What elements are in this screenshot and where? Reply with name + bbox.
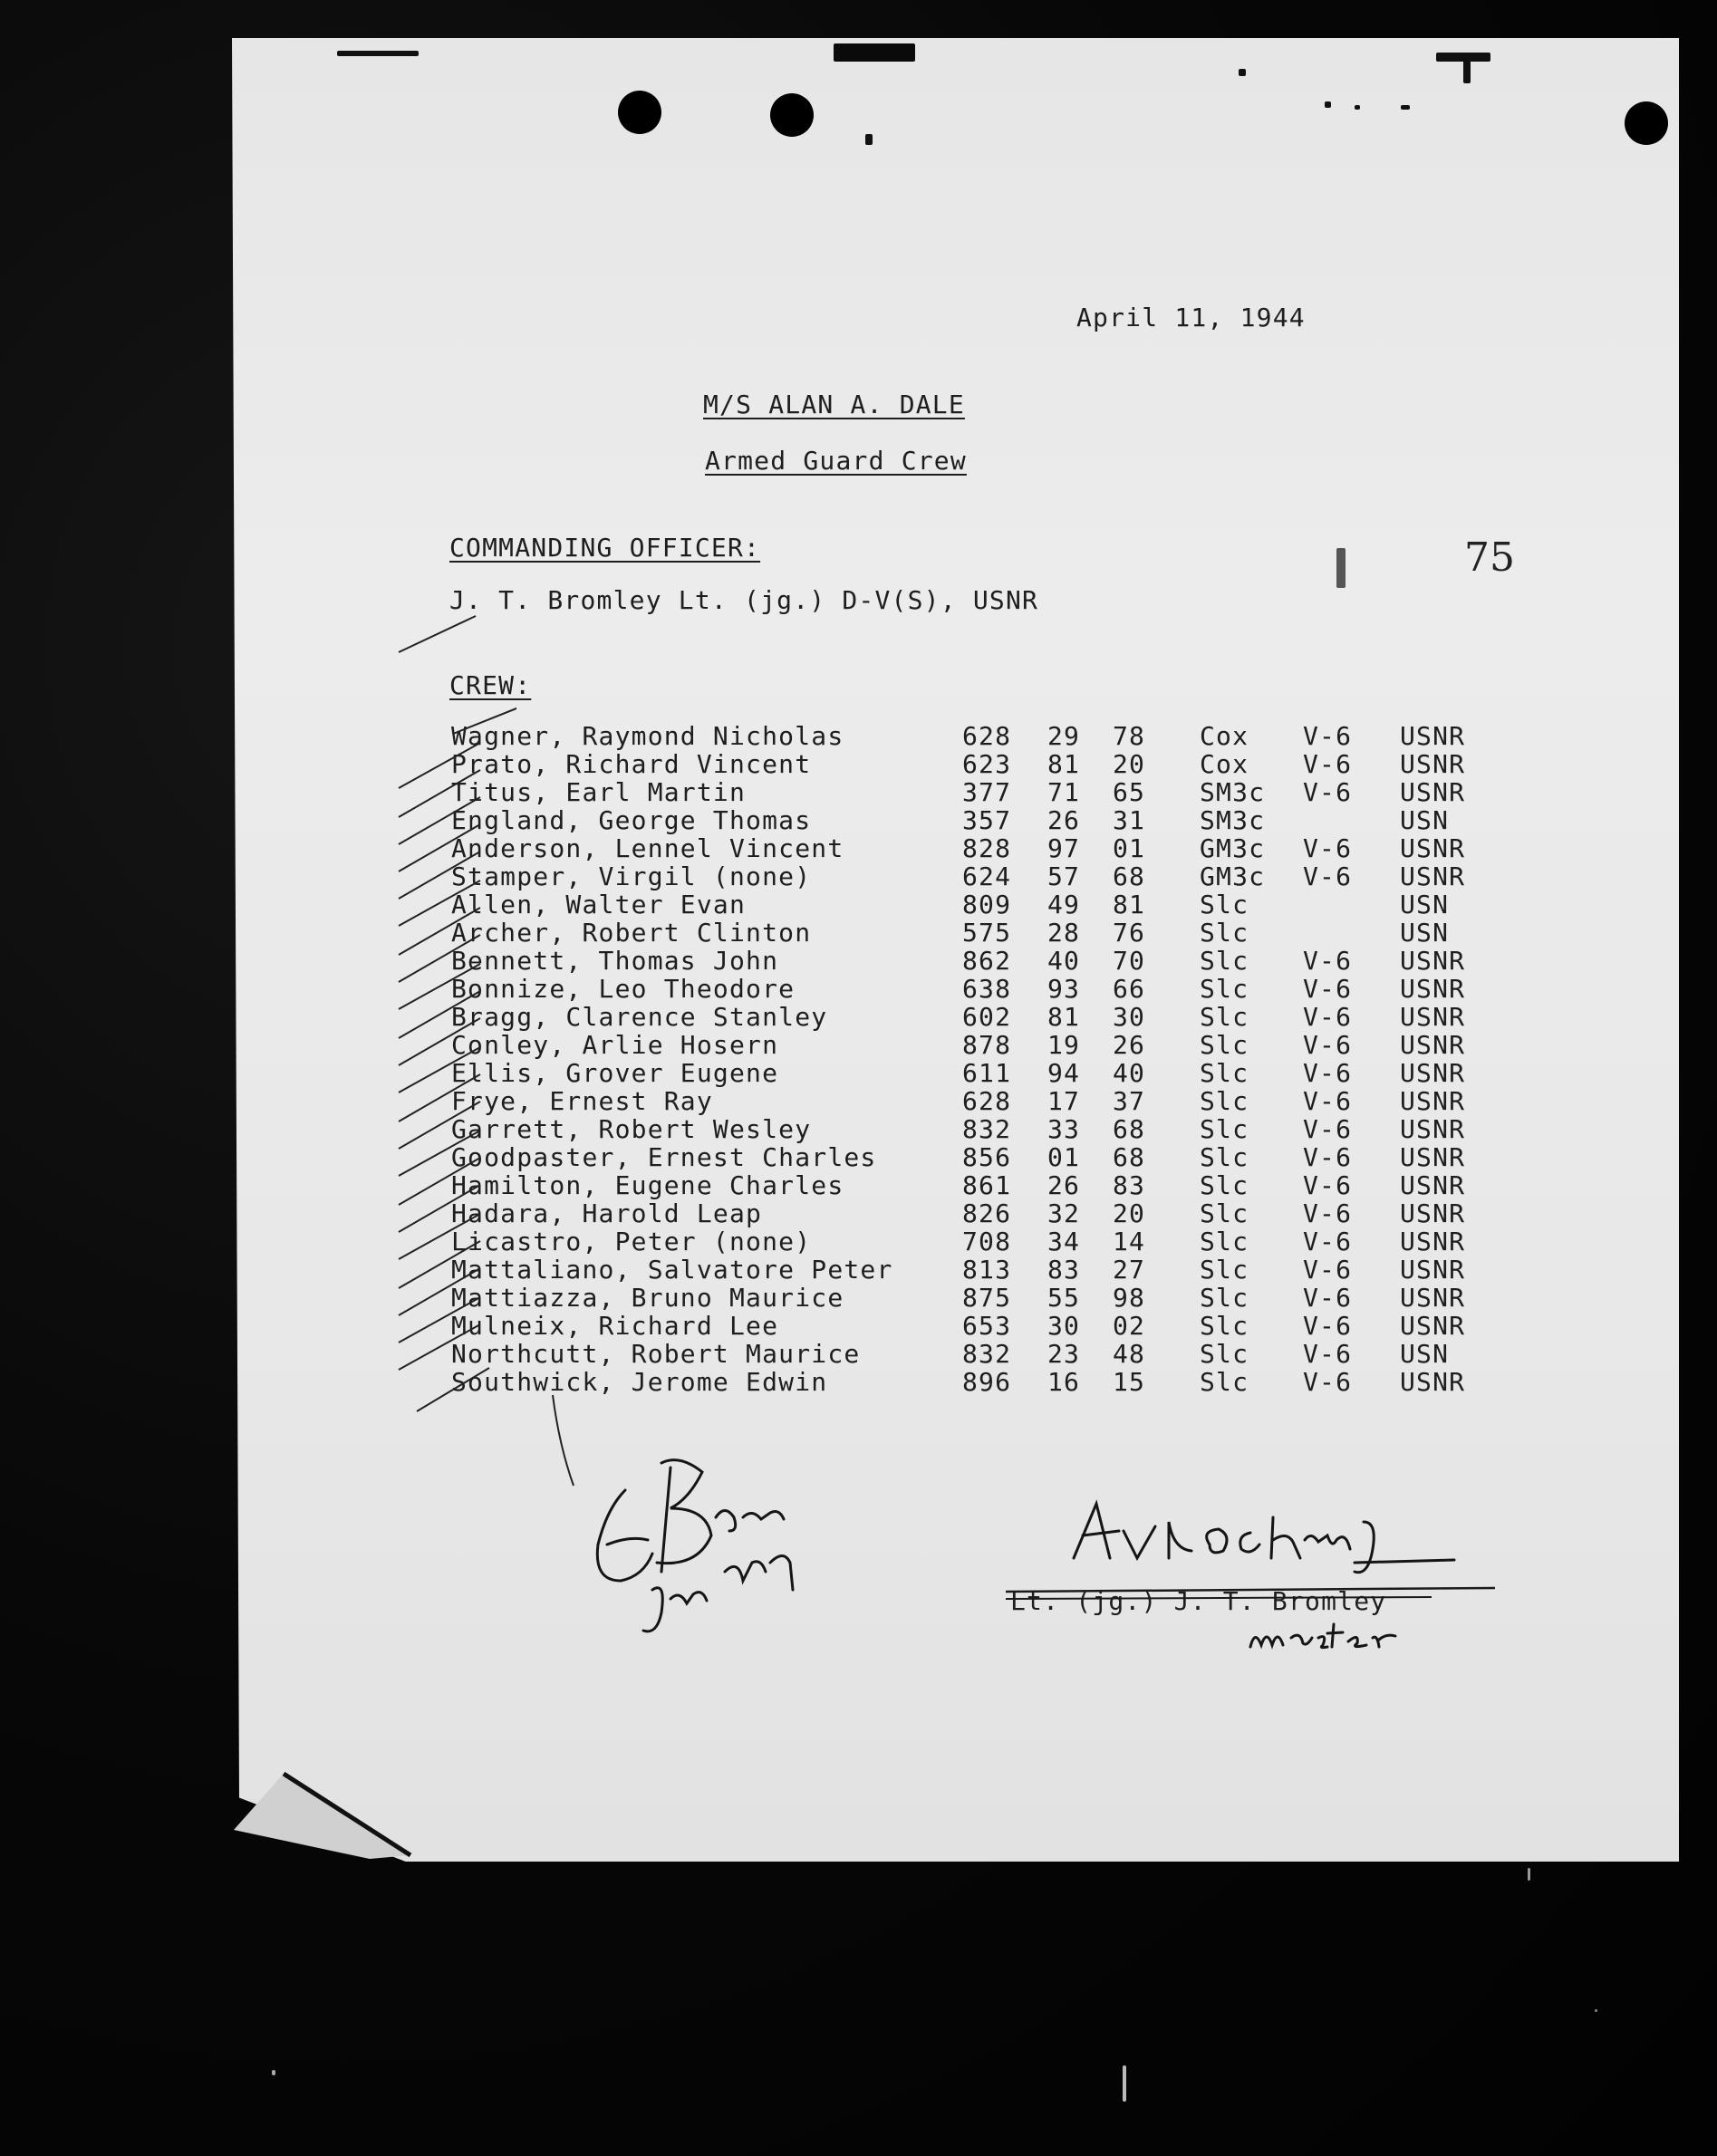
crew-cls: V-6 [1303, 946, 1353, 976]
crew-n3: 78 [1113, 721, 1146, 751]
scan-speck [1528, 1868, 1530, 1881]
crew-n2: 28 [1047, 918, 1081, 948]
crew-n2: 16 [1047, 1367, 1081, 1397]
crew-n2: 57 [1047, 861, 1081, 891]
crew-n1: 862 [962, 946, 1012, 976]
crew-branch: USNR [1400, 1367, 1466, 1397]
crew-n2: 34 [1047, 1227, 1081, 1256]
scan-speck [337, 51, 419, 56]
crew-name: Hadara, Harold Leap [451, 1198, 763, 1228]
stamp-mark [1336, 548, 1346, 588]
crew-n3: 02 [1113, 1311, 1146, 1341]
pen-stroke [548, 1391, 575, 1490]
crew-rate: Slc [1200, 1002, 1249, 1032]
crew-branch: USNR [1400, 749, 1466, 779]
scan-speck [1325, 101, 1331, 108]
crew-rate: Slc [1200, 1283, 1249, 1313]
typed-signature-name: Lt. (jg.) J. T. Bromley [1010, 1586, 1387, 1616]
crew-n2: 94 [1047, 1058, 1081, 1088]
crew-n1: 861 [962, 1170, 1012, 1200]
crew-rate: Slc [1200, 1227, 1249, 1256]
crew-n1: 357 [962, 805, 1012, 835]
crew-branch: USNR [1400, 861, 1466, 891]
crew-n1: 628 [962, 1086, 1012, 1116]
crew-branch: USN [1400, 918, 1450, 948]
scan-speck [865, 134, 873, 145]
crew-cls: V-6 [1303, 1170, 1353, 1200]
crew-n3: 31 [1113, 805, 1146, 835]
crew-n1: 575 [962, 918, 1012, 948]
crew-name: Licastro, Peter (none) [451, 1227, 812, 1256]
crew-n2: 30 [1047, 1311, 1081, 1341]
crew-rate: Slc [1200, 1058, 1249, 1088]
crew-rate: Cox [1200, 721, 1249, 751]
crew-n1: 623 [962, 749, 1012, 779]
crew-n3: 83 [1113, 1170, 1146, 1200]
scan-speck [1401, 105, 1410, 110]
crew-cls: V-6 [1303, 721, 1353, 751]
crew-cls: V-6 [1303, 1311, 1353, 1341]
commanding-officer-label: COMMANDING OFFICER: [449, 533, 761, 563]
crew-branch: USNR [1400, 1114, 1466, 1144]
crew-branch: USNR [1400, 777, 1466, 807]
crew-rate: Slc [1200, 1255, 1249, 1285]
crew-n1: 708 [962, 1227, 1012, 1256]
scan-speck [1595, 2009, 1597, 2012]
crew-n3: 26 [1113, 1030, 1146, 1060]
crew-n3: 65 [1113, 777, 1146, 807]
crew-n2: 26 [1047, 1170, 1081, 1200]
crew-name: Conley, Arlie Hosern [451, 1030, 779, 1060]
crew-rate: Cox [1200, 749, 1249, 779]
crew-n1: 377 [962, 777, 1012, 807]
crew-n1: 875 [962, 1283, 1012, 1313]
crew-branch: USNR [1400, 1170, 1466, 1200]
crew-cls: V-6 [1303, 861, 1353, 891]
crew-cls: V-6 [1303, 833, 1353, 863]
crew-n1: 813 [962, 1255, 1012, 1285]
crew-branch: USNR [1400, 833, 1466, 863]
crew-n1: 826 [962, 1198, 1012, 1228]
crew-name: Prato, Richard Vincent [451, 749, 812, 779]
crew-n2: 81 [1047, 1002, 1081, 1032]
crew-n3: 40 [1113, 1058, 1146, 1088]
crew-name: Wagner, Raymond Nicholas [451, 721, 844, 751]
crew-n3: 37 [1113, 1086, 1146, 1116]
crew-n1: 878 [962, 1030, 1012, 1060]
crew-branch: USNR [1400, 1086, 1466, 1116]
crew-rate: Slc [1200, 946, 1249, 976]
crew-rate: Slc [1200, 974, 1249, 1004]
crew-n3: 70 [1113, 946, 1146, 976]
crew-n3: 01 [1113, 833, 1146, 863]
crew-cls: V-6 [1303, 1198, 1353, 1228]
crew-n3: 48 [1113, 1339, 1146, 1369]
crew-branch: USNR [1400, 1002, 1466, 1032]
scan-speck [1355, 105, 1360, 110]
crew-n1: 832 [962, 1339, 1012, 1369]
crew-n3: 81 [1113, 890, 1146, 919]
crew-name: England, George Thomas [451, 805, 812, 835]
crew-n1: 602 [962, 1002, 1012, 1032]
crew-branch: USNR [1400, 1283, 1466, 1313]
crew-n2: 29 [1047, 721, 1081, 751]
crew-rate: Slc [1200, 1170, 1249, 1200]
crew-branch: USNR [1400, 1198, 1466, 1228]
crew-name: Hamilton, Eugene Charles [451, 1170, 844, 1200]
crew-branch: USNR [1400, 1311, 1466, 1341]
crew-n2: 40 [1047, 946, 1081, 976]
right-signature-script [1056, 1495, 1481, 1585]
crew-branch: USNR [1400, 1058, 1466, 1088]
crew-rate: Slc [1200, 1198, 1249, 1228]
check-marks [390, 580, 516, 1422]
punch-hole-middle [770, 93, 814, 137]
crew-name: Northcutt, Robert Maurice [451, 1339, 861, 1369]
crew-rate: Slc [1200, 1030, 1249, 1060]
crew-branch: USNR [1400, 974, 1466, 1004]
folded-corner [234, 1748, 415, 1866]
crew-rate: Slc [1200, 1142, 1249, 1172]
crew-n1: 653 [962, 1311, 1012, 1341]
crew-n3: 15 [1113, 1367, 1146, 1397]
crew-n1: 809 [962, 890, 1012, 919]
crew-n3: 98 [1113, 1283, 1146, 1313]
crew-rate: SM3c [1200, 777, 1266, 807]
scan-speck [1239, 69, 1246, 76]
vessel-name: M/S ALAN A. DALE [703, 390, 965, 419]
crew-n2: 93 [1047, 974, 1081, 1004]
crew-cls: V-6 [1303, 1058, 1353, 1088]
scan-speck [272, 2070, 275, 2075]
crew-cls: V-6 [1303, 1255, 1353, 1285]
crew-branch: USN [1400, 1339, 1450, 1369]
crew-name: Mulneix, Richard Lee [451, 1311, 779, 1341]
crew-n2: 26 [1047, 805, 1081, 835]
scan-speck [1463, 56, 1471, 83]
crew-branch: USNR [1400, 721, 1466, 751]
crew-rate: Slc [1200, 1086, 1249, 1116]
crew-n1: 896 [962, 1367, 1012, 1397]
crew-branch: USN [1400, 805, 1450, 835]
scan-speck [834, 43, 915, 62]
crew-cls: V-6 [1303, 1030, 1353, 1060]
crew-branch: USNR [1400, 946, 1466, 976]
crew-name: Mattiazza, Bruno Maurice [451, 1283, 844, 1313]
crew-n2: 55 [1047, 1283, 1081, 1313]
crew-n3: 30 [1113, 1002, 1146, 1032]
crew-list-subtitle: Armed Guard Crew [705, 446, 967, 476]
crew-name: Anderson, Lennel Vincent [451, 833, 844, 863]
crew-n2: 01 [1047, 1142, 1081, 1172]
crew-name: Goodpaster, Ernest Charles [451, 1142, 877, 1172]
crew-n2: 19 [1047, 1030, 1081, 1060]
crew-cls: V-6 [1303, 1227, 1353, 1256]
crew-branch: USN [1400, 890, 1450, 919]
crew-n1: 832 [962, 1114, 1012, 1144]
crew-n2: 83 [1047, 1255, 1081, 1285]
crew-name: Bragg, Clarence Stanley [451, 1002, 828, 1032]
crew-rate: Slc [1200, 1114, 1249, 1144]
document-date: April 11, 1944 [1076, 303, 1306, 332]
crew-cls: V-6 [1303, 1002, 1353, 1032]
crew-name: Titus, Earl Martin [451, 777, 747, 807]
crew-n3: 68 [1113, 1114, 1146, 1144]
crew-branch: USNR [1400, 1030, 1466, 1060]
crew-rate: SM3c [1200, 805, 1266, 835]
crew-n3: 14 [1113, 1227, 1146, 1256]
crew-name: Frye, Ernest Ray [451, 1086, 713, 1116]
crew-name: Southwick, Jerome Edwin [451, 1367, 828, 1397]
crew-rate: Slc [1200, 1339, 1249, 1369]
master-handwriting [1241, 1611, 1423, 1665]
crew-name: Archer, Robert Clinton [451, 918, 812, 948]
crew-rate: Slc [1200, 918, 1249, 948]
crew-n1: 828 [962, 833, 1012, 863]
crew-cls: V-6 [1303, 974, 1353, 1004]
crew-n3: 27 [1113, 1255, 1146, 1285]
crew-cls: V-6 [1303, 1086, 1353, 1116]
crew-name: Bennett, Thomas John [451, 946, 779, 976]
crew-n3: 68 [1113, 861, 1146, 891]
page-mark: 75 [1464, 534, 1515, 581]
crew-rate: GM3c [1200, 861, 1266, 891]
crew-n3: 68 [1113, 1142, 1146, 1172]
crew-rate: Slc [1200, 1367, 1249, 1397]
crew-label: CREW: [449, 670, 532, 700]
crew-n1: 638 [962, 974, 1012, 1004]
crew-n2: 49 [1047, 890, 1081, 919]
strike-through-line [1006, 1581, 1495, 1608]
crew-cls: V-6 [1303, 1114, 1353, 1144]
crew-branch: USNR [1400, 1227, 1466, 1256]
crew-n2: 32 [1047, 1198, 1081, 1228]
crew-n2: 17 [1047, 1086, 1081, 1116]
scan-speck [1123, 2065, 1126, 2102]
crew-n3: 76 [1113, 918, 1146, 948]
left-signature [580, 1445, 843, 1644]
punch-hole-left [618, 91, 661, 134]
crew-cls: V-6 [1303, 1367, 1353, 1397]
crew-n2: 33 [1047, 1114, 1081, 1144]
crew-n3: 20 [1113, 749, 1146, 779]
crew-branch: USNR [1400, 1142, 1466, 1172]
crew-cls: V-6 [1303, 749, 1353, 779]
crew-cls: V-6 [1303, 777, 1353, 807]
crew-rate: Slc [1200, 890, 1249, 919]
crew-n1: 628 [962, 721, 1012, 751]
crew-n3: 66 [1113, 974, 1146, 1004]
crew-name: Allen, Walter Evan [451, 890, 747, 919]
crew-n2: 23 [1047, 1339, 1081, 1369]
crew-n2: 81 [1047, 749, 1081, 779]
crew-cls: V-6 [1303, 1142, 1353, 1172]
crew-name: Garrett, Robert Wesley [451, 1114, 812, 1144]
crew-n1: 856 [962, 1142, 1012, 1172]
crew-n2: 97 [1047, 833, 1081, 863]
crew-n2: 71 [1047, 777, 1081, 807]
crew-n1: 611 [962, 1058, 1012, 1088]
crew-name: Bonnize, Leo Theodore [451, 974, 796, 1004]
commanding-officer-name: J. T. Bromley Lt. (jg.) D-V(S), USNR [449, 585, 1039, 615]
crew-name: Ellis, Grover Eugene [451, 1058, 779, 1088]
crew-rate: Slc [1200, 1311, 1249, 1341]
punch-hole-right [1625, 101, 1668, 145]
crew-name: Stamper, Virgil (none) [451, 861, 812, 891]
crew-n1: 624 [962, 861, 1012, 891]
crew-branch: USNR [1400, 1255, 1466, 1285]
crew-n3: 20 [1113, 1198, 1146, 1228]
crew-cls: V-6 [1303, 1339, 1353, 1369]
crew-cls: V-6 [1303, 1283, 1353, 1313]
crew-rate: GM3c [1200, 833, 1266, 863]
crew-name: Mattaliano, Salvatore Peter [451, 1255, 893, 1285]
